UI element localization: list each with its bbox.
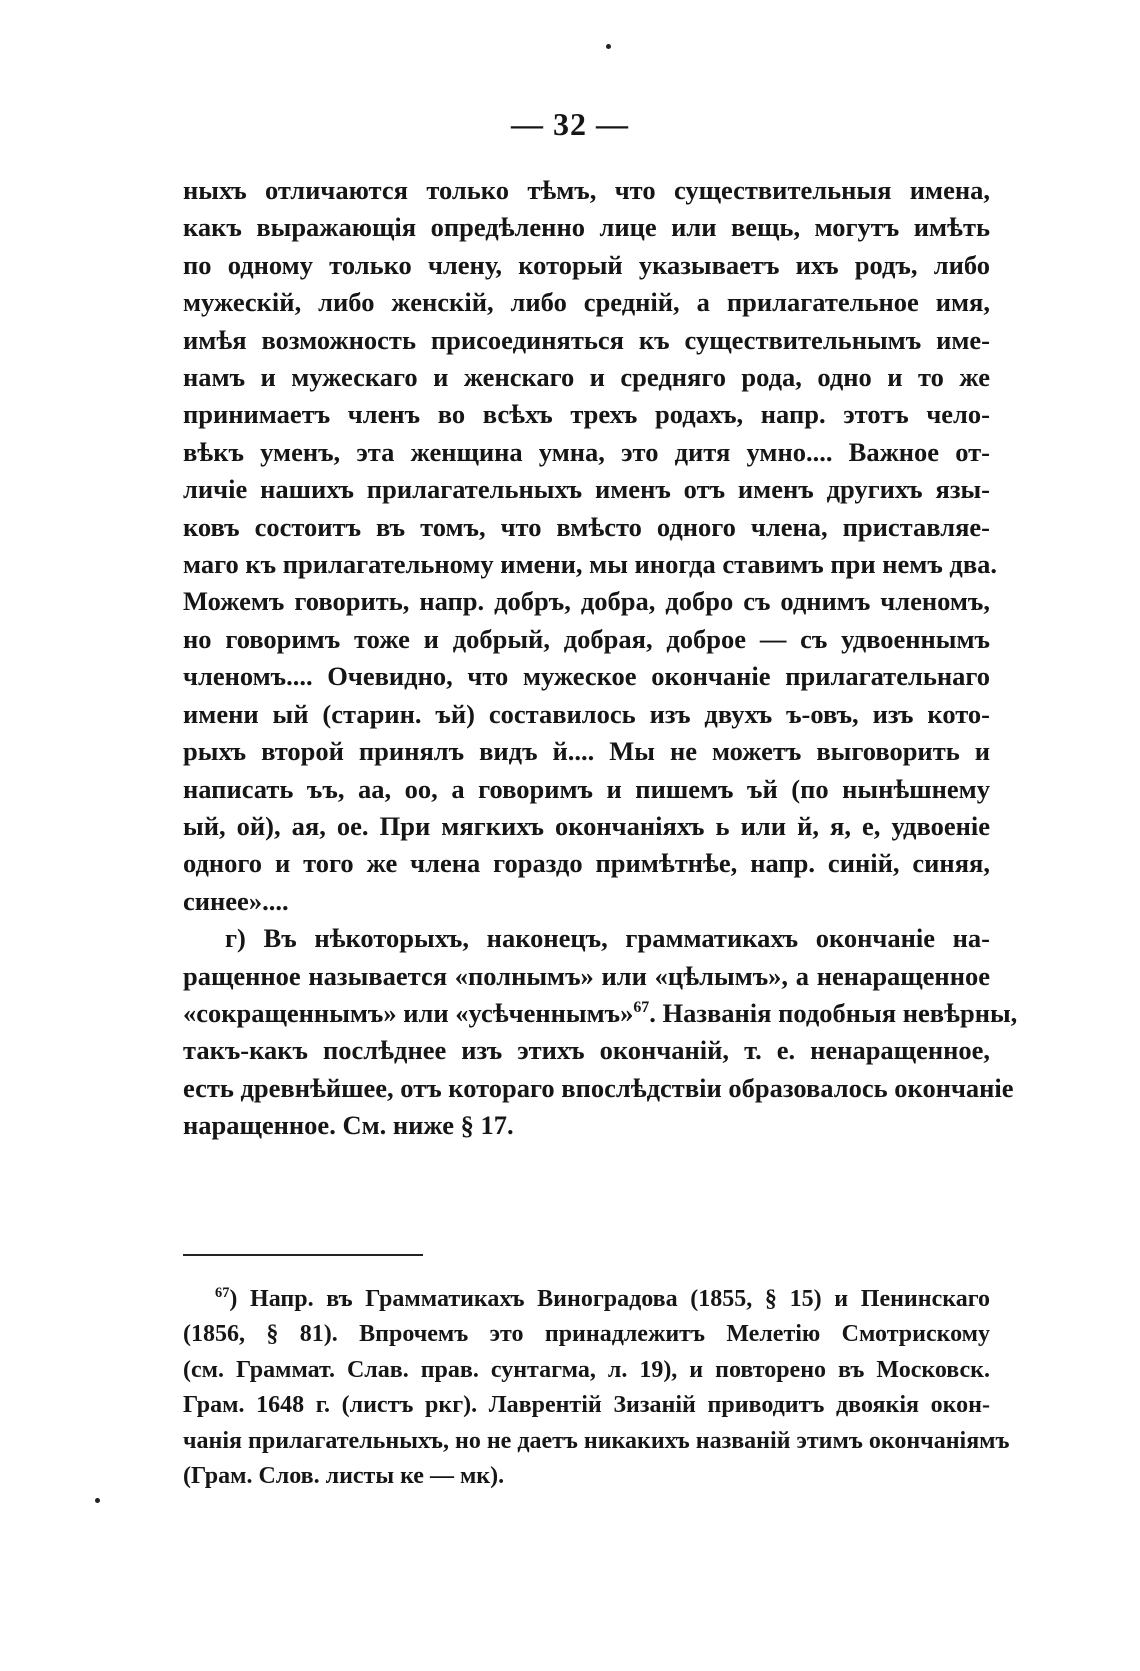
- text-line: но говоримъ тоже и добрый, добрая, доброе — съ удвоеннымъ: [183, 623, 990, 654]
- text-line: ныхъ отличаются только тѣмъ, что существительныя имена,: [183, 175, 990, 205]
- text-line: маго къ прилагательному имени, мы иногда ставимъ при немъ два.: [183, 549, 998, 580]
- text-line: имени ый (старин. ъй) составилось изъ двухъ ъ-овъ, изъ кото-: [183, 698, 990, 729]
- footnote-line: [183, 1282, 990, 1317]
- text-line: синее»....: [183, 885, 289, 916]
- text-line: написать ъъ, аа, оо, а говоримъ и пишемъ ъй (по нынѣшнему: [183, 773, 990, 804]
- text-line: ый, ой), ая, ое. При мягкихъ окончаніяхъ ь или й, я, е, удвоеніе: [183, 810, 990, 841]
- text-line: есть древнѣйшее, отъ котораго впослѣдствіи образовалось окончаніе: [183, 1072, 1014, 1103]
- text-line: Можемъ говорить, напр. добръ, добра, добро съ однимъ членомъ,: [183, 586, 990, 617]
- page-number: — 32 —: [511, 106, 629, 142]
- text-line: мужескій, либо женскій, либо средній, а прилагательное имя,: [183, 287, 990, 318]
- footnote-line: (Грам. Слов. листы ке — мк).: [183, 1463, 505, 1490]
- text-line: г) Въ нѣкоторыхъ, наконецъ, грамматикахъ окончаніе на-: [225, 923, 990, 954]
- text-line: какъ выражающія опредѣленно лице или вещь, могутъ имѣть: [183, 212, 990, 243]
- footnote-rule: [183, 1254, 423, 1256]
- text-line: рыхъ второй принялъ видъ й.... Мы не можетъ выговорить и: [183, 736, 990, 767]
- text-line: [183, 995, 1018, 1032]
- text-fragment: . Названія подобныя невѣрны,: [649, 997, 1018, 1028]
- text-line: членомъ.... Очевидно, что мужеское окончаніе прилагательнаго: [183, 661, 990, 692]
- print-speck: [95, 1498, 100, 1503]
- text-line: по одному только члену, который указываетъ ихъ родъ, либо: [183, 249, 990, 280]
- footnotes: [183, 1282, 1010, 1494]
- text-line: ращенное называется «полнымъ» или «цѣлымъ», а ненаращенное: [183, 960, 990, 991]
- footnote-line: (см. Граммат. Слав. прав. сунтагма, л. 19), и повторено въ Московск.: [183, 1356, 990, 1383]
- text-line: намъ и мужескаго и женскаго и средняго рода, одно и то же: [183, 362, 990, 393]
- footnote-line: Грам. 1648 г. (листъ ркг). Лаврентій Зизаній приводитъ двоякія окон-: [183, 1392, 990, 1419]
- text-line: личіе нашихъ прилагательныхъ именъ отъ именъ другихъ язы-: [183, 474, 990, 505]
- text-line: такъ-какъ послѣднее изъ этихъ окончаній, т. е. ненаращенное,: [183, 1035, 990, 1066]
- text-fragment: «сокращеннымъ» или «усѣченнымъ»: [183, 997, 634, 1028]
- print-speck: [606, 44, 611, 49]
- text-line: наращенное. См. ниже § 17.: [183, 1110, 514, 1141]
- text-line: ковъ состоитъ въ томъ, что вмѣсто одного члена, приставляе-: [183, 511, 990, 542]
- footnote-line: (1856, § 81). Впрочемъ это принадлежитъ Мелетію Смотрискому: [183, 1321, 990, 1348]
- footnote-ref[interactable]: 67: [633, 999, 650, 1017]
- text-line: имѣя возможность присоединяться къ существительнымъ име-: [183, 324, 990, 355]
- text-fragment: ) Напр. въ Грамматикахъ Виноградова (1855, § 15) и Пенинскаго: [229, 1286, 990, 1312]
- text-line: вѣкъ уменъ, эта женщина умна, это дитя умно.... Важное от-: [183, 436, 990, 467]
- text-line: одного и того же члена гораздо примѣтнѣе, напр. синій, синяя,: [183, 848, 990, 879]
- main-text: [183, 172, 1018, 1145]
- footnote-marker: 67: [215, 1285, 230, 1301]
- text-line: принимаетъ членъ во всѣхъ трехъ родахъ, напр. этотъ чело-: [183, 399, 990, 430]
- footnote-line: чанія прилагательныхъ, но не даетъ никакихъ названій этимъ окончаніямъ: [183, 1427, 1010, 1454]
